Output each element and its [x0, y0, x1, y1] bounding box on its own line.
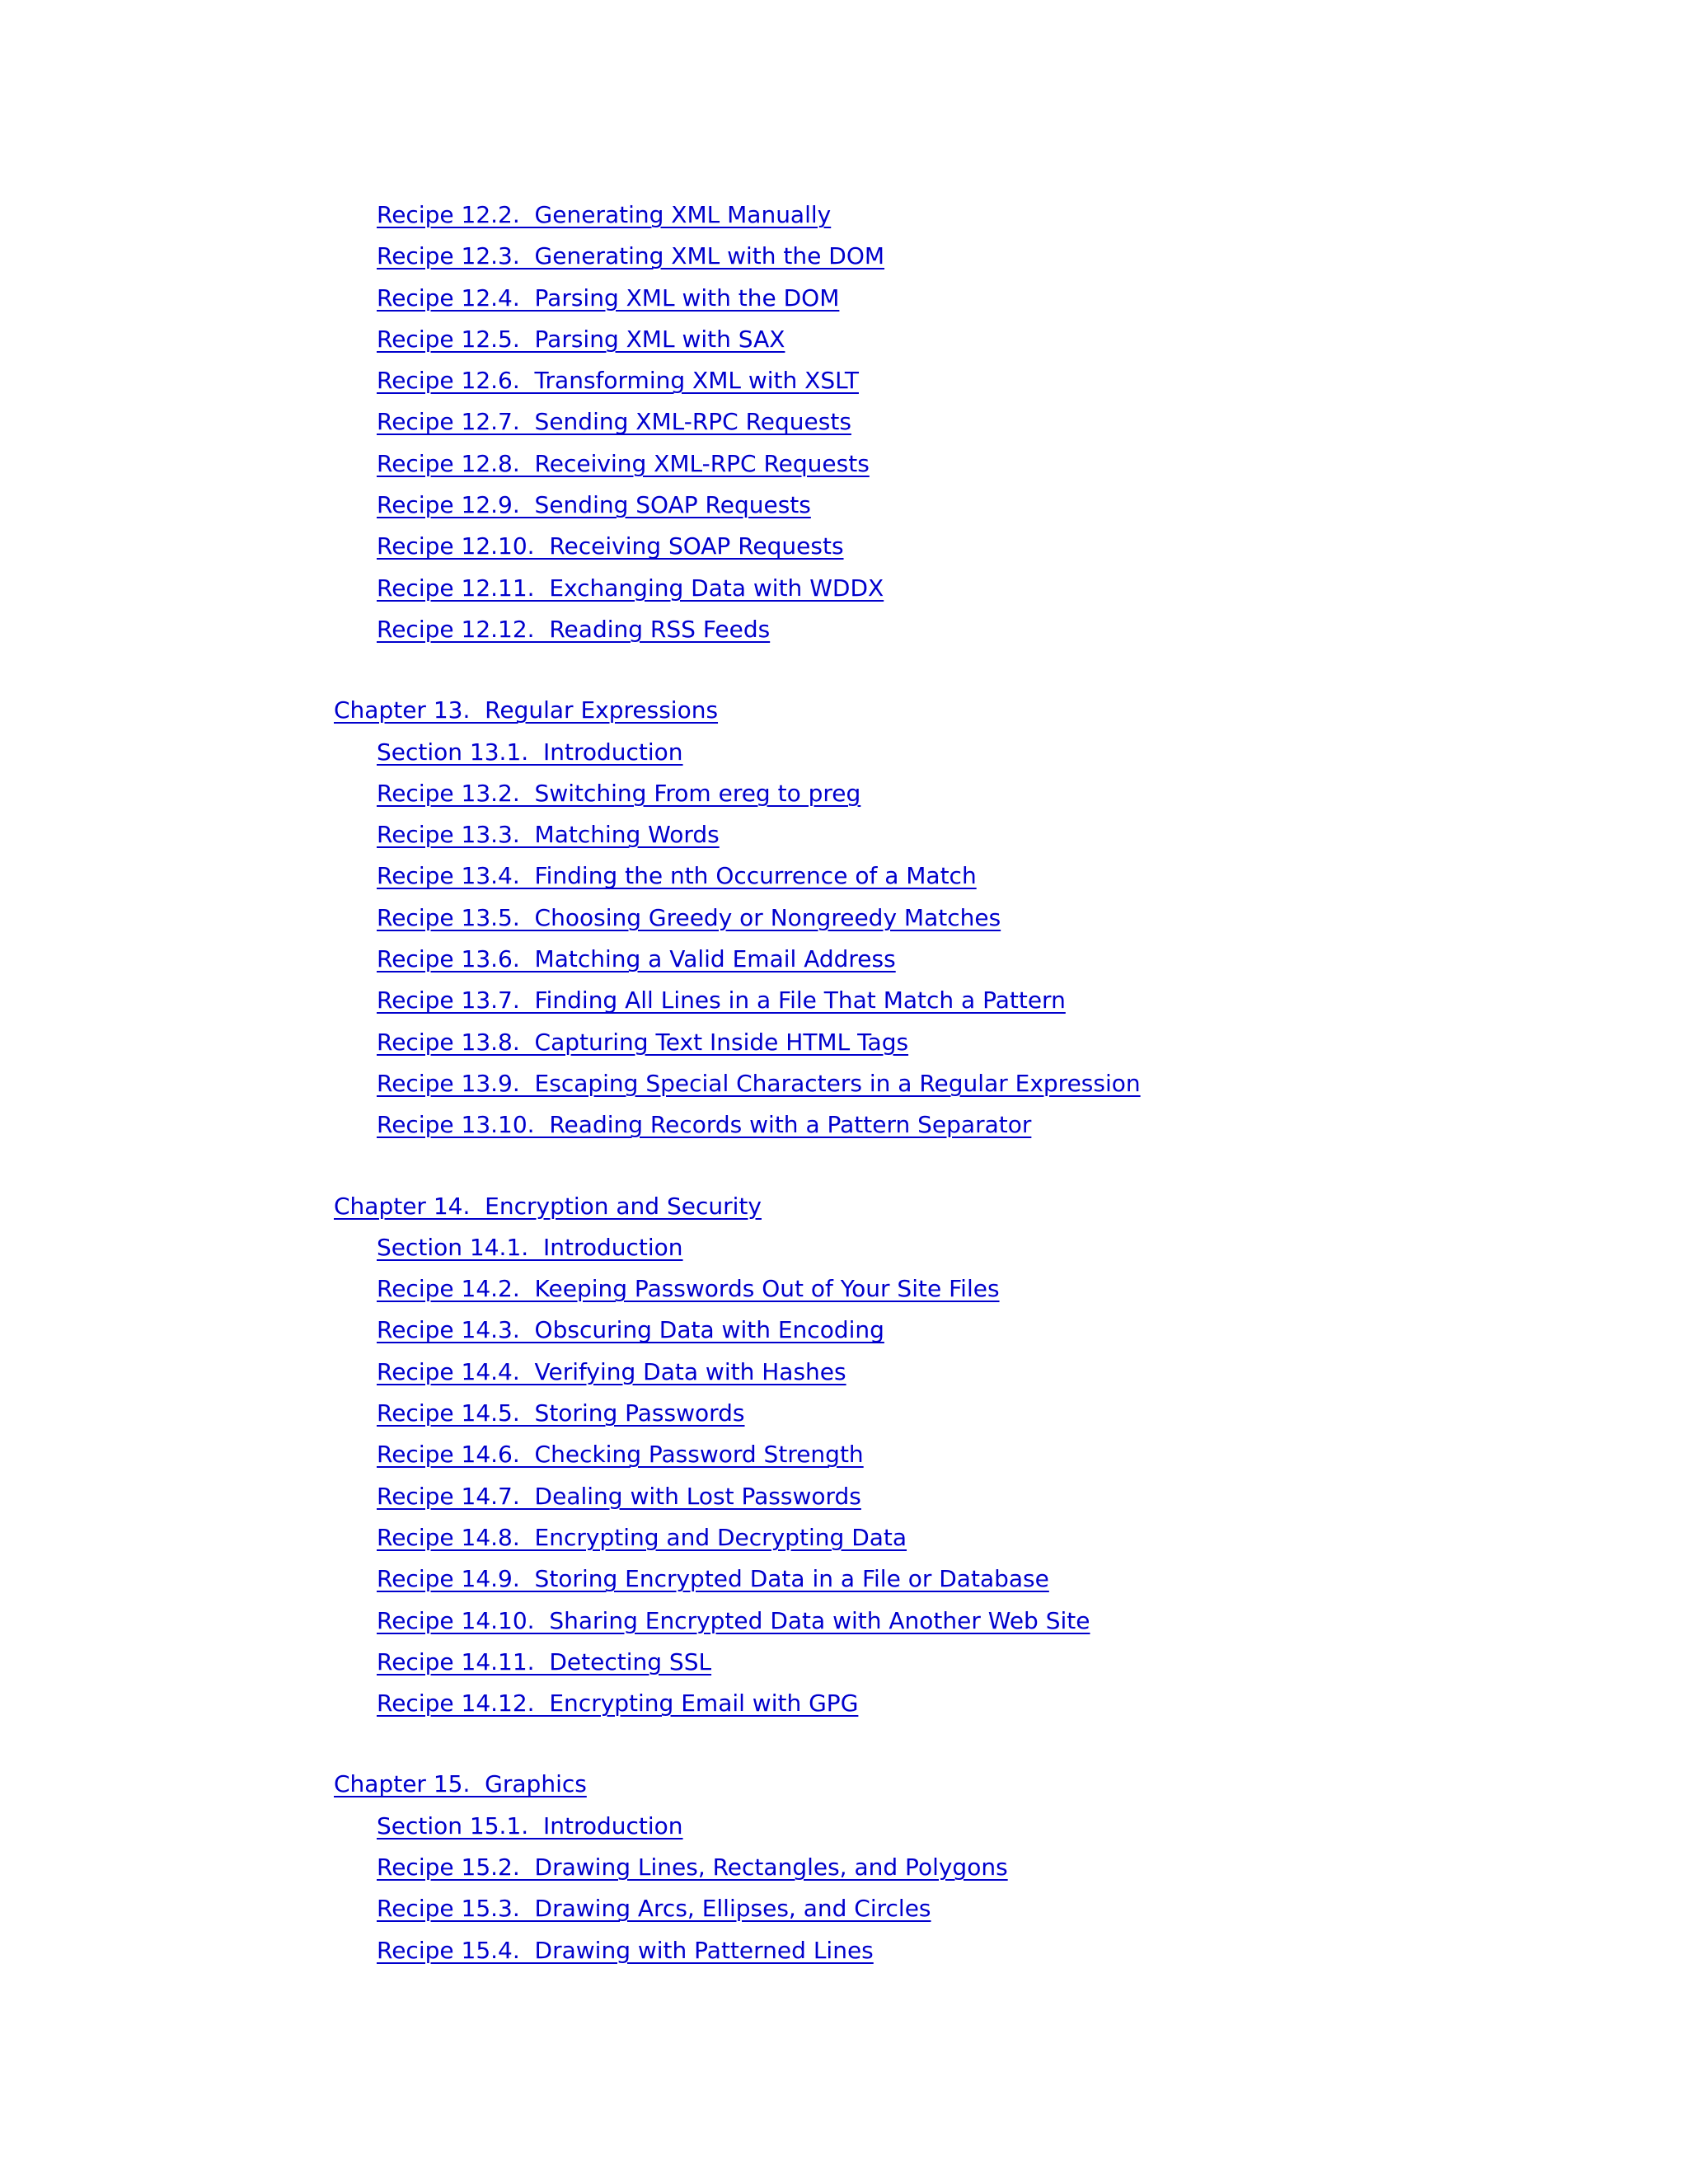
toc-recipe-link[interactable]: Section 13.1. Introduction	[377, 738, 683, 766]
toc-recipe-link[interactable]: Recipe 12.8. Receiving XML-RPC Requests	[377, 449, 870, 477]
toc-recipe-link[interactable]: Recipe 12.12. Reading RSS Feeds	[377, 615, 771, 643]
toc-recipe-link[interactable]: Recipe 13.8. Capturing Text Inside HTML Tags	[377, 1028, 909, 1056]
toc-recipe-link[interactable]: Recipe 12.5. Parsing XML with SAX	[377, 325, 785, 353]
toc-recipe-link[interactable]: Section 15.1. Introduction	[377, 1811, 683, 1840]
toc-recipe-link[interactable]: Recipe 12.3. Generating XML with the DOM	[377, 242, 885, 270]
toc-recipe-link[interactable]: Recipe 13.5. Choosing Greedy or Nongreedy Matches	[377, 903, 1001, 931]
toc-recipe-link[interactable]: Recipe 12.2. Generating XML Manually	[377, 201, 832, 228]
toc-recipe-link[interactable]: Recipe 12.11. Exchanging Data with WDDX	[377, 574, 884, 602]
toc-recipe-link[interactable]: Recipe 13.2. Switching From ereg to preg	[377, 779, 861, 807]
toc-recipe-link[interactable]: Recipe 14.2. Keeping Passwords Out of Your Site Files	[377, 1275, 1000, 1303]
toc-chapter-link[interactable]: Chapter 13. Regular Expressions	[334, 696, 719, 724]
toc-recipe-link[interactable]: Recipe 12.9. Sending SOAP Requests	[377, 491, 811, 519]
toc-recipe-link[interactable]: Recipe 12.10. Receiving SOAP Requests	[377, 532, 844, 560]
toc-recipe-link[interactable]: Recipe 13.10. Reading Records with a Pattern Separator	[377, 1111, 1032, 1139]
toc-chapter-link[interactable]: Chapter 15. Graphics	[334, 1770, 587, 1798]
chapter-spacer	[334, 650, 1570, 690]
toc-recipe-link[interactable]: Recipe 14.8. Encrypting and Decrypting Data	[377, 1523, 907, 1551]
toc-recipe-link[interactable]: Recipe 14.11. Detecting SSL	[377, 1647, 712, 1675]
toc-recipe-link[interactable]: Recipe 15.4. Drawing with Patterned Lines	[377, 1936, 874, 1964]
toc-recipe-link[interactable]: Recipe 14.7. Dealing with Lost Passwords	[377, 1482, 861, 1510]
toc-recipe-link[interactable]: Recipe 13.6. Matching a Valid Email Address	[377, 945, 896, 973]
toc-recipe-link[interactable]: Section 14.1. Introduction	[377, 1233, 683, 1261]
toc-recipe-link[interactable]: Recipe 14.9. Storing Encrypted Data in a File or Database	[377, 1565, 1049, 1593]
chapter-spacer	[334, 1146, 1570, 1186]
toc-recipe-link[interactable]: Recipe 14.4. Verifying Data with Hashes	[377, 1357, 846, 1385]
toc-recipe-link[interactable]: Recipe 14.5. Storing Passwords	[377, 1399, 745, 1427]
toc-recipe-link[interactable]: Recipe 15.2. Drawing Lines, Rectangles, and Polygons	[377, 1853, 1008, 1881]
toc-recipe-link[interactable]: Recipe 13.9. Escaping Special Characters in a Regular Expression	[377, 1069, 1141, 1097]
chapter-spacer	[334, 1724, 1570, 1764]
toc-recipe-link[interactable]: Recipe 14.10. Sharing Encrypted Data with Another Web Site	[377, 1606, 1090, 1634]
toc-recipe-link[interactable]: Recipe 13.3. Matching Words	[377, 821, 720, 849]
toc-chapter-link[interactable]: Chapter 14. Encryption and Security	[334, 1192, 762, 1220]
toc-recipe-link[interactable]: Recipe 15.3. Drawing Arcs, Ellipses, and Circles	[377, 1895, 931, 1923]
toc-recipe-link[interactable]: Recipe 12.4. Parsing XML with the DOM	[377, 284, 840, 312]
toc-recipe-link[interactable]: Recipe 14.3. Obscuring Data with Encoding	[377, 1316, 884, 1344]
toc-recipe-link[interactable]: Recipe 13.7. Finding All Lines in a File That Match a Pattern	[377, 987, 1066, 1015]
toc-recipe-link[interactable]: Recipe 14.12. Encrypting Email with GPG	[377, 1690, 859, 1718]
toc-recipe-link[interactable]: Recipe 12.6. Transforming XML with XSLT	[377, 367, 859, 395]
toc-recipe-link[interactable]: Recipe 12.7. Sending XML-RPC Requests	[377, 408, 851, 436]
toc-recipe-link[interactable]: Recipe 14.6. Checking Password Strength	[377, 1441, 864, 1469]
table-of-contents	[334, 194, 1570, 1971]
toc-recipe-link[interactable]: Recipe 13.4. Finding the nth Occurrence of a Match	[377, 862, 977, 890]
